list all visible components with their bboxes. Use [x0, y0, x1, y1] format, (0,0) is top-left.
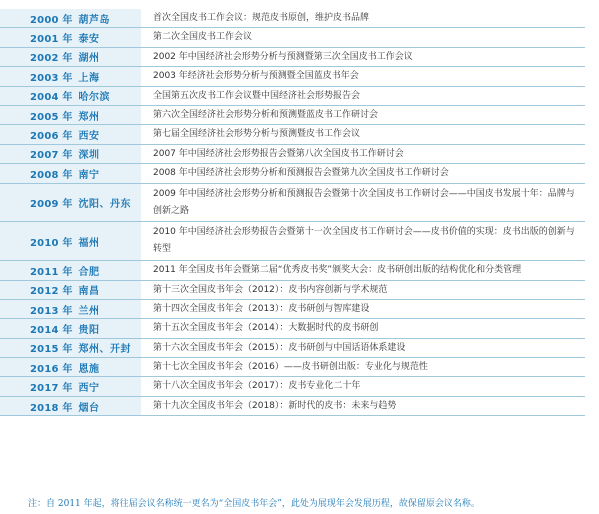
city-label: 恩施 [78, 363, 100, 375]
city-label: 合肥 [78, 266, 100, 278]
year-label: 2009 年 [30, 198, 73, 210]
year-city-cell [0, 28, 141, 46]
event-description: 2007 年中国经济社会形势报告会暨第八次全国皮书工作研讨会 [153, 148, 404, 159]
city-label: 南宁 [78, 169, 100, 181]
city-label: 郑州 [78, 111, 100, 123]
table-row [0, 222, 585, 261]
year-label: 2000 年 [30, 14, 73, 26]
table-row [0, 67, 585, 86]
year-label: 2007 年 [30, 150, 73, 162]
table-row [0, 300, 585, 319]
year-city-cell [0, 300, 141, 318]
event-description: 2011 年全国皮书年会暨第二届“优秀皮书奖”颁奖大会：皮书研创出版的结构优化和分类管理 [153, 265, 522, 276]
event-description: 第二次全国皮书工作会议 [153, 32, 253, 43]
year-city-cell [0, 87, 141, 105]
year-label: 2002 年 [30, 53, 73, 65]
city-label: 贵阳 [78, 324, 100, 336]
table-row [0, 87, 585, 106]
event-description: 第十八次全国皮书年会（2017）：皮书专业化二十年 [153, 381, 361, 392]
city-label: 哈尔滨 [78, 92, 111, 104]
year-city-cell [0, 67, 141, 85]
year-label: 2006 年 [30, 131, 73, 143]
table-row [0, 377, 585, 396]
year-label: 2003 年 [30, 72, 73, 84]
event-description: 2003 年经济社会形势分析与预测暨全国蓝皮书年会 [153, 71, 359, 82]
event-description: 第十三次全国皮书年会（2012）：皮书内容创新与学术规范 [153, 284, 388, 295]
event-description: 第六次全国经济社会形势分析和预测暨蓝皮书工作研讨会 [153, 109, 379, 120]
table-row [0, 48, 585, 67]
event-description: 2008 年中国经济社会形势分析和预测报告会暨第九次全国皮书工作研讨会 [153, 168, 449, 179]
year-label: 2016 年 [30, 363, 73, 375]
table-row [0, 125, 585, 144]
event-description: 2010 年中国经济社会形势报告会暨第十一次全国皮书工作研讨会——皮书价值的实现：皮书出版的创新与转型 [153, 227, 575, 255]
year-city-cell [0, 106, 141, 124]
city-label: 葫芦岛 [78, 14, 111, 26]
year-city-cell [0, 184, 141, 222]
event-description: 2009 年中国经济社会形势分析和预测报告会暨第十次全国皮书工作研讨会——中国皮书发展十年：品牌与创新之路 [153, 188, 575, 216]
event-description: 第十五次全国皮书年会（2014）：大数据时代的皮书研创 [153, 323, 379, 334]
year-city-cell [0, 145, 141, 163]
year-city-cell [0, 261, 141, 279]
event-description: 第十四次全国皮书年会（2013）：皮书研创与智库建设 [153, 303, 370, 314]
table-row [0, 339, 585, 358]
year-label: 2001 年 [30, 34, 73, 46]
year-city-cell [0, 48, 141, 66]
table-row [0, 397, 585, 416]
year-city-cell [0, 339, 141, 357]
table-row [0, 28, 585, 47]
year-label: 2008 年 [30, 169, 73, 181]
year-label: 2015 年 [30, 344, 73, 356]
city-label: 郑州、开封 [78, 344, 132, 356]
year-label: 2014 年 [30, 324, 73, 336]
event-description: 全国第五次皮书工作会议暨中国经济社会形势报告会 [153, 90, 361, 101]
city-label: 福州 [78, 237, 100, 249]
year-city-cell [0, 281, 141, 299]
table-row [0, 106, 585, 125]
year-city-cell [0, 319, 141, 337]
year-city-cell [0, 222, 141, 260]
year-label: 2005 年 [30, 111, 73, 123]
year-label: 2018 年 [30, 402, 73, 414]
city-label: 泰安 [78, 34, 100, 46]
footnote: 注：自 2011 年起，将往届会议名称统一更名为“全国皮书年会”，此处为展现年会发展历程，故保留原会议名称。 [28, 499, 480, 509]
city-label: 兰州 [78, 305, 100, 317]
city-label: 西宁 [78, 383, 100, 395]
year-label: 2017 年 [30, 383, 73, 395]
table-row [0, 164, 585, 183]
event-description: 2002 年中国经济社会形势分析与预测暨第三次全国皮书工作会议 [153, 51, 413, 62]
year-city-cell [0, 377, 141, 395]
event-description: 第十六次全国皮书年会（2015）：皮书研创与中国话语体系建设 [153, 342, 406, 353]
year-city-cell [0, 358, 141, 376]
table-row [0, 358, 585, 377]
city-label: 湖州 [78, 53, 100, 65]
year-city-cell [0, 9, 141, 27]
city-label: 南昌 [78, 286, 100, 298]
year-label: 2010 年 [30, 237, 73, 249]
year-city-cell [0, 164, 141, 182]
table-row [0, 319, 585, 338]
city-label: 上海 [78, 72, 100, 84]
year-label: 2004 年 [30, 92, 73, 104]
city-label: 深圳 [78, 150, 100, 162]
year-label: 2012 年 [30, 286, 73, 298]
city-label: 西安 [78, 131, 100, 143]
table-row [0, 9, 585, 28]
year-city-cell [0, 125, 141, 143]
table-row [0, 145, 585, 164]
table-row [0, 281, 585, 300]
table-row [0, 184, 585, 223]
city-label: 沈阳、丹东 [78, 198, 132, 210]
conference-history-table [0, 9, 585, 416]
year-city-cell [0, 397, 141, 415]
event-description: 第十九次全国皮书年会（2018）：新时代的皮书：未来与趋势 [153, 400, 397, 411]
table-row [0, 261, 585, 280]
event-description: 首次全国皮书工作会议：规范皮书原创，维护皮书品牌 [153, 13, 370, 23]
year-label: 2011 年 [30, 266, 73, 278]
event-description: 第七届全国经济社会形势分析与预测暨皮书工作会议 [153, 129, 361, 140]
city-label: 烟台 [78, 402, 100, 414]
year-label: 2013 年 [30, 305, 73, 317]
event-description: 第十七次全国皮书年会（2016）——皮书研创出版：专业化与规范性 [153, 362, 428, 373]
